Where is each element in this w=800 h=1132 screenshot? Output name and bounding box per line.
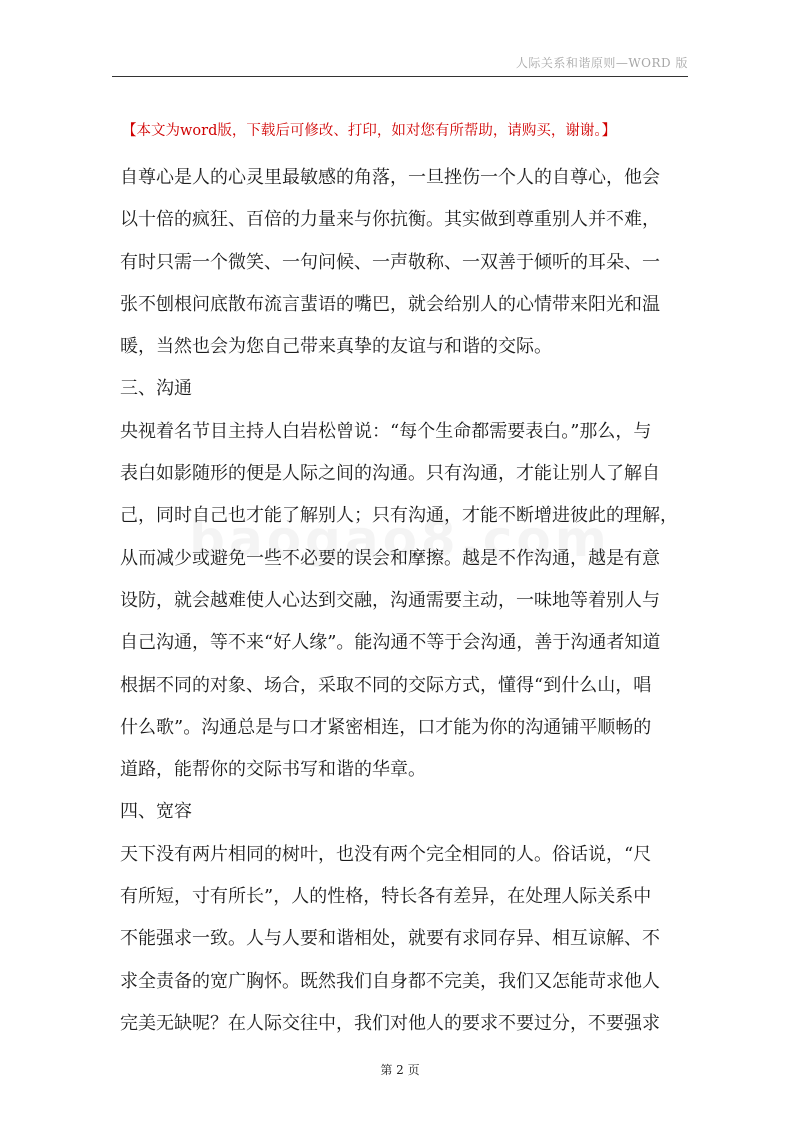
text-line: 从而减少或避免一些不必要的误会和摩擦。越是不作沟通，越是有意	[120, 547, 660, 569]
text-line: 以十倍的疯狂、百倍的力量来与你抗衡。其实做到尊重别人并不难，	[120, 209, 660, 231]
text-line: 天下没有两片相同的树叶，也没有两个完全相同的人。俗话说，“尺	[120, 843, 652, 865]
running-header: 人际关系和谐原则—WORD 版	[515, 56, 688, 70]
text-line: 完美无缺呢？在人际交往中，我们对他人的要求不要过分，不要强求	[120, 1012, 660, 1034]
text-line: 什么歌”。沟通总是与口才紧密相连，口才能为你的沟通铺平顺畅的	[120, 716, 652, 738]
text-line: 有时只需一个微笑、一句问候、一声敬称、一双善于倾听的耳朵、一	[120, 251, 660, 273]
text-line: 自尊心是人的心灵里最敏感的角落，一旦挫伤一个人的自尊心，他会	[120, 167, 660, 188]
text-line: 暖，当然也会为您自己带来真挚的友谊与和谐的交际。	[120, 336, 552, 358]
section-heading: 四、宽容	[120, 801, 192, 823]
text-line: 央视着名节目主持人白岩松曾说：“每个生命都需要表白。”那么，与	[120, 420, 652, 442]
header-divider	[112, 76, 688, 77]
download-notice: 【本文为word版，下载后可修改、打印，如对您有所帮助，请购买，谢谢。】	[122, 123, 617, 139]
text-line: 己，同时自己也才能了解别人；只有沟通，才能不断增进彼此的理解，	[120, 505, 678, 527]
text-line: 自己沟通，等不来“好人缘”。能沟通不等于会沟通，善于沟通者知道	[120, 632, 661, 654]
page-number: 第 2 页	[380, 1063, 420, 1077]
text-line: 有所短，寸有所长”，人的性格，特长各有差异，在处理人际关系中	[120, 886, 652, 908]
text-line: 不能强求一致。人与人要和谐相处，就要有求同存异、相互谅解、不	[120, 928, 660, 950]
text-line: 道路，能帮你的交际书写和谐的华章。	[120, 759, 426, 781]
text-line: 表白如影随形的便是人际之间的沟通。只有沟通，才能让别人了解自	[120, 463, 660, 485]
text-line: 张不刨根问底散布流言蜚语的嘴巴，就会给别人的心情带来阳光和温	[120, 293, 660, 315]
text-line: 设防，就会越难使人心达到交融，沟通需要主动，一味地等着别人与	[120, 589, 660, 611]
section-heading: 三、沟通	[120, 378, 192, 400]
text-line: 求全责备的宽广胸怀。既然我们自身都不完美，我们又怎能苛求他人	[120, 970, 660, 992]
text-line: 根据不同的对象、场合，采取不同的交际方式，懂得“到什么山，唱	[120, 674, 652, 696]
body-text	[120, 157, 680, 1045]
